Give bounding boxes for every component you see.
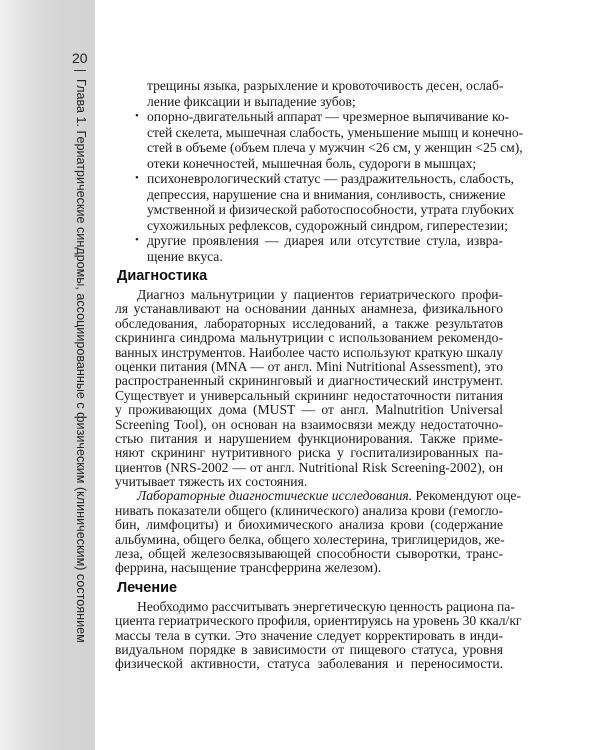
section [115,579,522,672]
text-line: физической активности, статуса заболевания и переносимости. [115,656,503,672]
text-line: видуальном порядке в зависимости от пищевого статуса, уровня [115,641,503,657]
text-line: сухожильных рефлексов, судорожный синдром, гиперестезии; [147,217,508,233]
bullet-item [115,109,524,171]
text-line: нивать показатели общего (клинического) анализа крови (гемогло- [115,502,503,518]
paragraph [115,488,521,576]
text-line: массы тела в сутки. Это значение следует корректировать в инди- [115,627,503,643]
text-line: циента гериатрического профиля, ориентируясь на уровень 30 ккал/кг [115,613,522,629]
text-line: психоневрологический статус — раздражительность, слабость, [147,171,515,186]
text-line: умственной и физической работоспособности, утрата глубоких [147,202,515,217]
text-line: стью питания и нарушением функционирования. Также приме- [115,430,503,446]
paragraph [115,598,522,672]
text-line: Screening Tool), он основан на взаимосвязи между недостаточно- [115,416,503,432]
text-line: скрининга синдрома мальнутриции с использованием рекомендо- [115,330,503,346]
text-line: отеки конечностей, мышечная боль, судороги в мышцах; [147,155,477,171]
text-line [115,488,521,504]
bullet-list [115,78,524,264]
bullet-marker: • [135,172,139,184]
text-line: опорно-двигательный аппарат — чрезмерное выпячивание ко- [147,109,510,124]
section [115,268,521,576]
text-line: циентов (NRS-2002 — от англ. Nutritional Risk Screening-2002), он [115,459,503,475]
text-line: Диагноз мальнутриции у пациентов гериатрического профи- [137,287,503,302]
text-line: другие проявления — диарея или отсутствие стула, извра- [147,233,503,248]
text-run: Рекомендуют оце- [412,488,521,504]
text-line: ванных инструментов. Наиболее часто используют краткую шкалу [115,344,503,360]
text-line: альбумина, общего белка, общего холестерина, триглицеридов, же- [115,531,505,547]
paragraph [115,288,503,489]
text-line: щение вкуса. [147,248,223,264]
bullet-marker: • [135,110,139,122]
page-number: 20 [72,50,88,66]
text-line: учитывает тяжесть их состояния. [115,474,308,490]
text-line: леза, общей железосвязывающей способности сыворотки, транс- [115,546,503,562]
text-line: Необходимо рассчитывать энергетическую ценность рациона па- [137,598,515,614]
text-line: обследования, лабораторных исследований, а также результатов [115,315,503,331]
bullet-item [115,78,503,109]
text-line: стей скелета, мышечная слабость, уменьшение мышц и конечно- [147,124,524,140]
text-line: няют скрининг нутритивного риска у госпитализированных па- [115,445,503,461]
text-line: Существует и универсальный скрининг недостаточности питания [115,387,503,403]
italic-lead: Лабораторные диагностические исследования. [137,488,413,504]
section-heading: Лечение [117,579,178,596]
text-line: депрессия, нарушение сна и внимания, сонливость, снижение [147,186,506,202]
text-line: трещины языка, разрыхление и кровоточивость десен, ослаб- [147,78,504,93]
bullet-item [115,171,515,233]
text-line: у проживающих дома (MUST — от англ. Malnutrition Universal [115,402,503,418]
text-line: ление фиксации и выпадение зубов; [147,93,356,109]
text-column [115,78,524,672]
text-line: оценки питания (MNA — от англ. Mini Nutritional Assessment), это [115,358,503,374]
section-heading: Диагностика [117,268,208,284]
text-line: стей в объеме (объем плеча у мужчин <26 см, у женщин <25 см), [147,140,523,155]
text-line: феррина, насыщение трансферрина железом). [115,560,382,576]
bullet-item [115,233,503,264]
bullet-marker: • [135,234,139,246]
text-line: бин, лимфоциты) и биохимического анализа крови (содержание [115,517,503,533]
text-line: распространенный скрининговый и диагностический инструмент. [115,373,503,389]
text-line: ля устанавливают на основании данных анамнеза, физикального [115,301,503,317]
sections [115,268,522,672]
running-head: Глава 1. Гериатрические синдромы, ассоциированные с физическим (клиническим) состоянием [74,79,88,643]
page-number-rule [74,70,86,71]
